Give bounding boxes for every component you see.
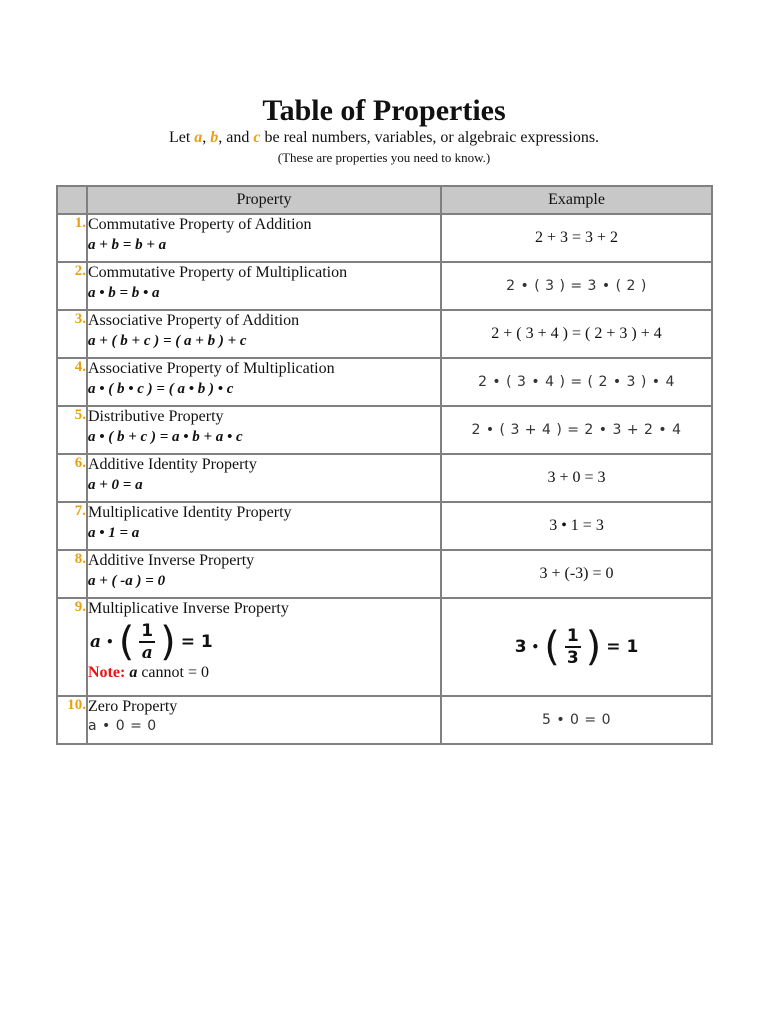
table-row (57, 550, 712, 598)
formula-dot: • (106, 635, 114, 649)
property-cell (87, 502, 441, 550)
properties-table (56, 185, 713, 745)
property-name: Multiplicative Identity Property (88, 504, 292, 521)
page-title: Table of Properties (262, 94, 506, 127)
header-example: Example (441, 186, 712, 214)
example-cell (441, 262, 712, 310)
table-row (57, 598, 712, 696)
intro-prefix: Let (168, 129, 195, 146)
table-header-row (57, 186, 712, 214)
property-name: Distributive Property (88, 408, 224, 425)
property-name: Additive Identity Property (88, 456, 257, 473)
header-number (57, 186, 87, 214)
property-cell (87, 598, 441, 696)
example-cell: 3 + (-3) = 0 (441, 550, 712, 598)
table-row (57, 214, 712, 262)
intro-sep1: , (202, 129, 211, 146)
intro-suffix: be real numbers, variables, or algebraic expressions. (260, 129, 600, 146)
table-row (57, 358, 712, 406)
property-name: Additive Inverse Property (88, 552, 255, 569)
example-cell (441, 358, 712, 406)
row-number: 10. (57, 696, 87, 744)
row-number: 9. (57, 598, 87, 696)
property-name: Associative Property of Addition (88, 312, 300, 329)
fraction-numerator: 1 (141, 621, 154, 641)
intro-sep2: , and (218, 129, 254, 146)
left-paren: ( (118, 619, 135, 665)
note-label: Note: (88, 664, 126, 681)
table-row (57, 454, 712, 502)
var-b: b (210, 129, 219, 146)
example-text: 5 • 0 = 0 (541, 712, 611, 728)
note-line (88, 663, 440, 683)
property-cell (87, 406, 441, 454)
property-name: Commutative Property of Addition (88, 216, 312, 233)
example-result: = 1 (606, 637, 639, 657)
inverse-formula (90, 621, 440, 663)
property-name: Multiplicative Inverse Property (88, 600, 289, 617)
example-left: 3 (514, 637, 527, 657)
property-cell (87, 550, 441, 598)
property-formula: a • 1 = a (88, 525, 140, 541)
property-cell (87, 214, 441, 262)
table-row (57, 406, 712, 454)
var-c: c (253, 129, 261, 146)
row-number: 5. (57, 406, 87, 454)
property-formula: a • ( b • c ) = ( a • b ) • c (88, 381, 234, 397)
property-cell (87, 696, 441, 744)
row-number: 4. (57, 358, 87, 406)
right-paren: ) (585, 624, 602, 670)
fraction (139, 621, 155, 663)
example-cell (441, 598, 712, 696)
example-cell: 3 + 0 = 3 (441, 454, 712, 502)
note-text: cannot = 0 (137, 664, 209, 681)
example-dot: • (531, 640, 540, 654)
row-number: 3. (57, 310, 87, 358)
example-text: 2 • ( 3 + 4 ) = 2 • 3 + 2 • 4 (471, 422, 682, 438)
note-var: a (129, 664, 138, 681)
row-number: 1. (57, 214, 87, 262)
property-formula: a + 0 = a (88, 477, 143, 493)
row-number: 8. (57, 550, 87, 598)
example-text: 2 • ( 3 • 4 ) = ( 2 • 3 ) • 4 (478, 374, 675, 390)
table-row (57, 696, 712, 744)
row-number: 6. (57, 454, 87, 502)
property-cell (87, 262, 441, 310)
example-cell (441, 696, 712, 744)
property-formula: a • b = b • a (88, 285, 160, 301)
example-cell (441, 406, 712, 454)
row-number: 7. (57, 502, 87, 550)
fraction-numerator: 1 (566, 626, 579, 646)
property-cell (87, 454, 441, 502)
property-cell (87, 358, 441, 406)
intro-line (0, 128, 768, 148)
property-name: Commutative Property of Multiplication (88, 264, 348, 281)
example-cell: 2 + 3 = 3 + 2 (441, 214, 712, 262)
right-paren: ) (160, 619, 176, 665)
property-name: Associative Property of Multiplication (88, 360, 335, 377)
example-cell: 2 + ( 3 + 4 ) = ( 2 + 3 ) + 4 (441, 310, 712, 358)
table-row (57, 502, 712, 550)
property-formula: a + ( b + c ) = ( a + b ) + c (88, 333, 247, 349)
property-formula (88, 717, 440, 735)
table-row (57, 262, 712, 310)
fraction (565, 626, 581, 668)
property-formula: a + ( -a ) = 0 (88, 573, 166, 589)
property-formula: a • ( b + c ) = a • b + a • c (88, 429, 243, 445)
subtitle: (These are properties you need to know.) (277, 150, 491, 165)
fraction-denominator: a (141, 643, 153, 663)
var-a: a (194, 129, 203, 146)
formula-text: a • 0 = 0 (88, 718, 157, 734)
fraction-denominator: 3 (566, 648, 579, 668)
formula-var: a (90, 632, 102, 652)
example-text: 2 • ( 3 ) = 3 • ( 2 ) (506, 278, 647, 294)
header-property: Property (87, 186, 441, 214)
property-cell (87, 310, 441, 358)
property-formula: a + b = b + a (88, 237, 167, 253)
formula-result: = 1 (180, 632, 213, 652)
example-cell: 3 • 1 = 3 (441, 502, 712, 550)
table-row (57, 310, 712, 358)
left-paren: ( (544, 624, 560, 670)
row-number: 2. (57, 262, 87, 310)
property-name: Zero Property (88, 698, 178, 715)
inverse-example (442, 626, 711, 668)
